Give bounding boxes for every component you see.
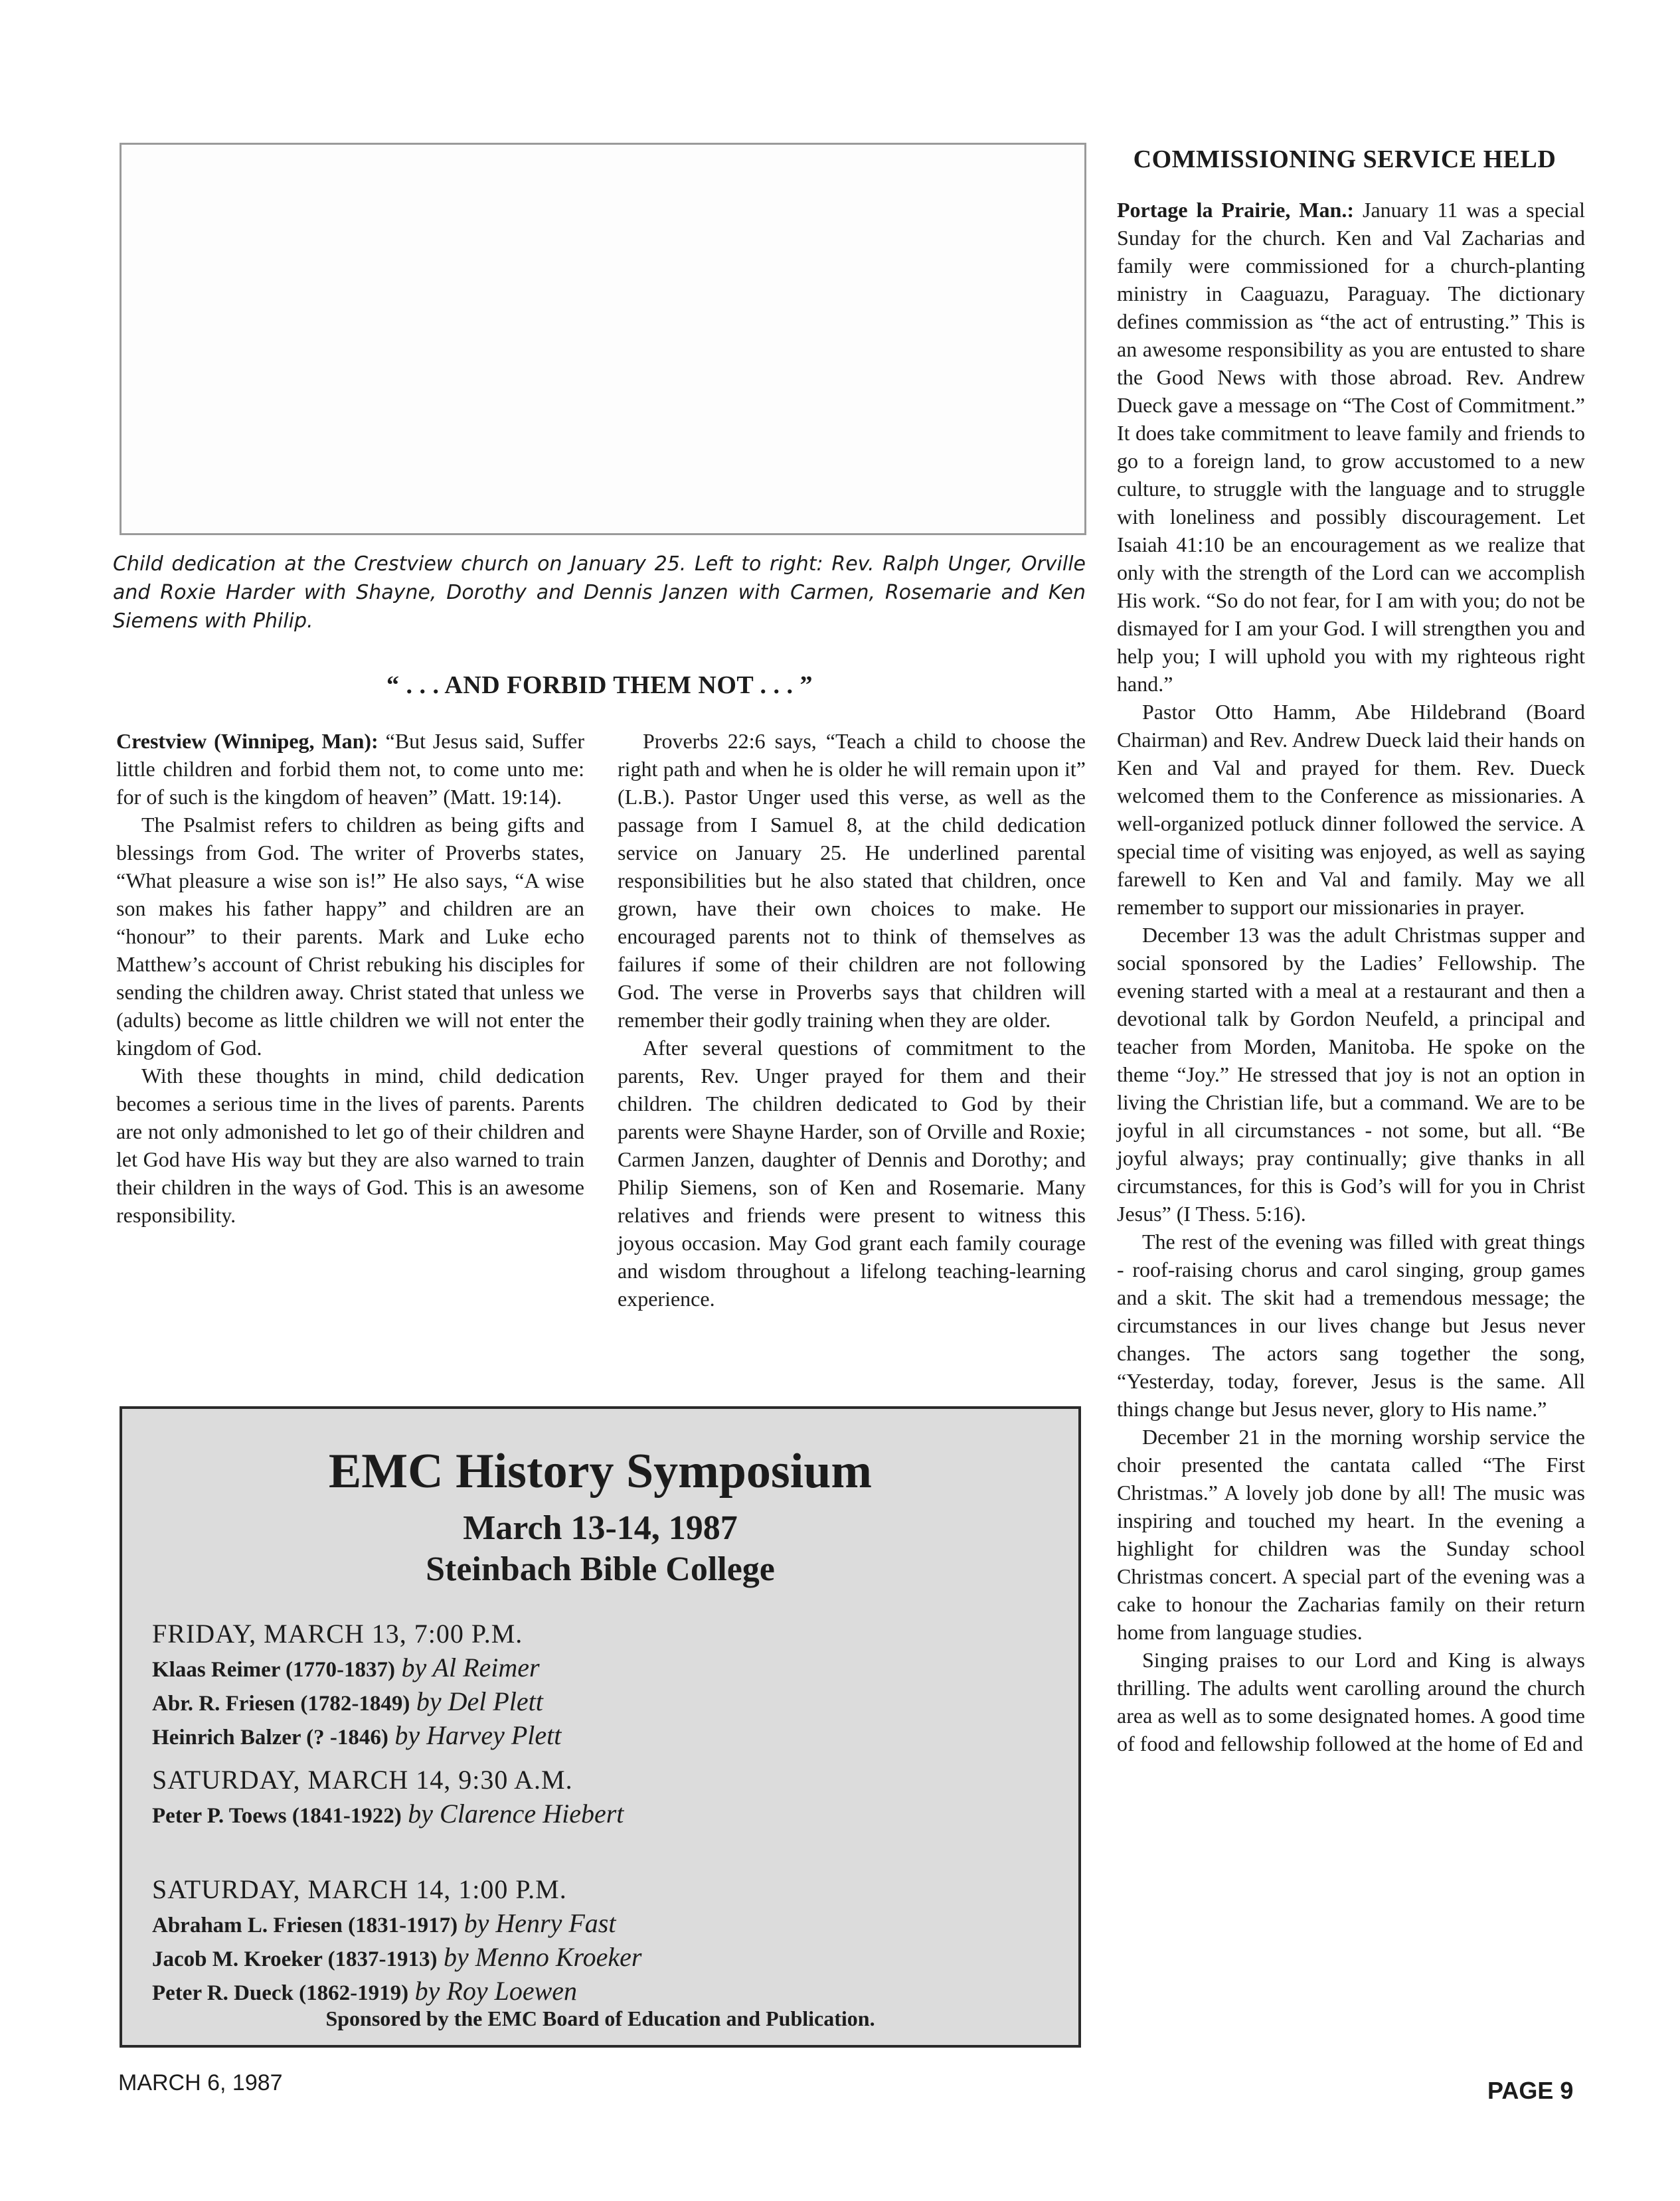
symposium-box [120,1406,1081,2048]
symposium-session [152,1874,641,2009]
session-talk: Klaas Reimer (1770-1837) by Al Reimer [152,1653,540,1682]
photo-placeholder [120,143,1086,535]
article2-dateline: Portage la Prairie, Man.: [1117,198,1355,222]
session-talk: Heinrich Balzer (? -1846) by Harvey Plett [152,1720,562,1750]
symposium-session [152,1764,624,1832]
article1-column-1 [116,727,584,1229]
session-talk: Peter R. Dueck (1862-1919) by Roy Loewen [152,1976,577,2006]
footer-date: MARCH 6, 1987 [118,2070,283,2095]
session-talk: Abraham L. Friesen (1831-1917) by Henry Fast [152,1908,616,1938]
session-time: SATURDAY, MARCH 14, 1:00 P.M. [152,1874,567,1904]
article2-paragraph: Portage la Prairie, Man.: January 11 was a special Sunday for the church. Ken and Val Zacharias and family were commissioned for a church-planting ministry in Caaguazu, Paraguay. The dictionary defines commission as “the act of entrusting.” This is an awesome responsibility as you are entusted to share the Good News with those abroad. Rev. Andrew Dueck gave a message on “The Cost of Commitment.” It does take commitment to leave family and friends to go to a foreign land, to grow accustomed to a new culture, to struggle with the language and to struggle with loneliness and possibly discouragement. Let Isaiah 41:10 be an encouragement as we realize that only with the strength of the Lord can we accomplish His work. “So do not fear, for I am with you; do not be dismayed for I am your God. I will strengthen you and help you; I will uphold you with my righteous right hand.” [1117,198,1586,696]
article2-paragraph: Pastor Otto Hamm, Abe Hildebrand (Board Chairman) and Rev. Andrew Dueck laid their hands on Ken and Val and prayed for them. Rev. Dueck welcomed them to the Conference as missionaries. A well-organized potluck dinner followed the service. A special time of visiting was enjoyed, as well as saying farewell to Ken and Val and family. May we all remember to support our missionaries in prayer. [1117,700,1585,919]
article1-paragraph: Crestview (Winnipeg, Man): “But Jesus said, Suffer little children and forbid them not, to come unto me: for of such is the kingdom of heaven” (Matt. 19:14). [116,729,585,809]
symposium-title: EMC History Symposium [328,1444,873,1499]
session-time: FRIDAY, MARCH 13, 7:00 P.M. [152,1619,523,1649]
photo-caption: Child dedication at the Crestview church on January 25. Left to right: Rev. Ralph Unger, Orville and Roxie Harder with Shayne, Dorothy and Dennis Janzen with Carmen, Rosemarie and Ken Siemens with Philip. [113,552,1086,633]
article-heading-forbid-them-not: “ . . . AND FORBID THEM NOT . . . ” [386,671,813,699]
page-number: PAGE 9 [1487,2077,1574,2104]
article1-paragraph: Proverbs 22:6 says, “Teach a child to choose the right path and when he is older he will remain upon it” (L.B.). Pastor Unger used this verse, as well as the passage from I Samuel 8, at the child dedication service on January 25. He underlined parental responsibilities but he also stated that children, once grown, have their own choices to make. He encouraged parents not to think of themselves as failures if some of their children are not following God. The verse in Proverbs says that children will remember their godly training when they are older. [618,729,1086,1032]
article2-paragraph: December 21 in the morning worship service the choir presented the cantata called “The First Christmas.” A lovely job done by all! The music was inspiring and touched my heart. In the evening a highlight for children was the Sunday school Christmas concert. A special part of the evening was a cake to honour the Zacharias family on their return home from language studies. [1117,1425,1585,1644]
article1-paragraph: The Psalmist refers to children as being gifts and blessings from God. The writer of Proverbs states, “What pleasure a wise son is!” He also says, “A wise son makes his father happy” and children are an “honour” to their parents. Mark and Luke echo Matthew’s account of Christ rebuking his disciples for sending the children away. Christ stated that unless we (adults) become as little children we will not enter the kingdom of God. [116,813,584,1060]
article1-column-2 [618,727,1086,1313]
symposium-venue: Steinbach Bible College [426,1550,775,1588]
session-talk: Abr. R. Friesen (1782-1849) by Del Plett [152,1686,543,1716]
article2-paragraph: Singing praises to our Lord and King is always thrilling. The adults went carolling around the church area as well as to some designated homes. A good time of food and fellowship followed at the home of Ed and [1117,1648,1585,1755]
article1-dateline: Crestview (Winnipeg, Man): [116,729,378,753]
article2-column [1117,196,1585,1757]
session-talk: Peter P. Toews (1841-1922) by Clarence Hiebert [152,1799,624,1829]
article2-paragraph: December 13 was the adult Christmas supper and social sponsored by the Ladies’ Fellowship. The evening started with a meal at a restaurant and then a devotional talk by Gordon Neufeld, a principal and teacher from Morden, Manitoba. He spoke on the theme “Joy.” He stressed that joy is not an option in living the Christian life, but a command. We are to be joyful in all circumstances - not some, but all. “Be joyful always; pray continually; give thanks in all circumstances, for this is God’s will for you in Christ Jesus” (I Thess. 5:16). [1117,923,1585,1226]
symposium-sponsor: Sponsored by the EMC Board of Education and Publication. [325,2006,875,2030]
symposium-dates: March 13-14, 1987 [463,1509,738,1547]
article1-paragraph: After several questions of commitment to the parents, Rev. Unger prayed for them and their children. The children dedicated to God by their parents were Shayne Harder, son of Orville and Roxie; Carmen Janzen, daughter of Dennis and Dorothy; and Philip Siemens, son of Ken and Rosemarie. Many relatives and friends were present to witness this joyous occasion. May God grant each family courage and wisdom throughout a lifelong teaching-learning experience. [618,1036,1086,1311]
session-time: SATURDAY, MARCH 14, 9:30 A.M. [152,1765,573,1795]
article2-paragraph: The rest of the evening was filled with great things - roof-raising chorus and carol singing, group games and a skit. The skit had a tremendous message; the circumstances in our lives change but Jesus never changes. The actors sang together the song, “Yesterday, today, forever, Jesus is the same. All things change but Jesus never, glory to His name.” [1117,1230,1585,1421]
article-heading-commissioning: COMMISSIONING SERVICE HELD [1133,145,1556,173]
session-talk: Jacob M. Kroeker (1837-1913) by Menno Kroeker [152,1942,642,1972]
article1-paragraph: With these thoughts in mind, child dedication becomes a serious time in the lives of parents. Parents are not only admonished to let go of their children and let God have His way but they are also warned to train their children in the ways of God. This is an awesome responsibility. [116,1064,584,1227]
symposium-session [152,1618,561,1753]
